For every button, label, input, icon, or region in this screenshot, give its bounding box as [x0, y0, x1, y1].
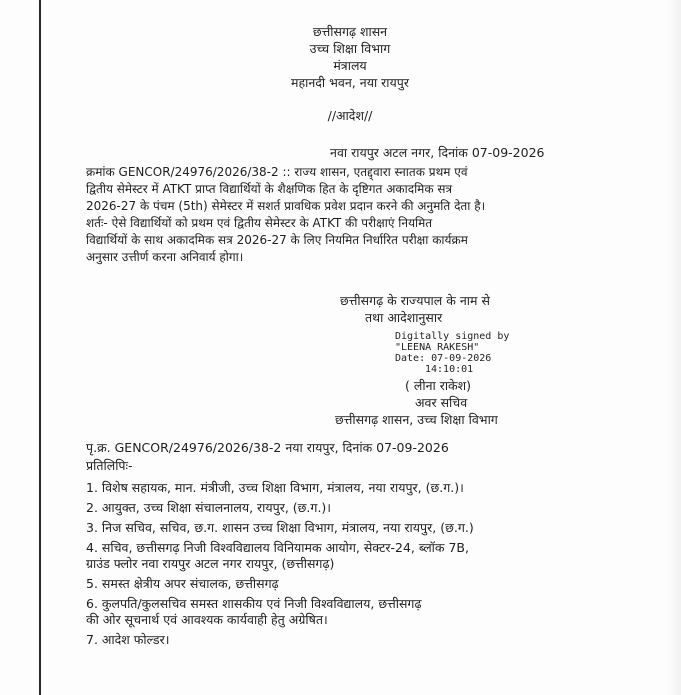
copy-item: 1. विशेष सहायक, मान. मंत्रीजी, उच्च शिक्षा विभाग, मंत्रालय, नया रायपुर, (छ.ग.)।: [86, 480, 464, 495]
governor-line-1: छत्तीसगढ़ के राज्यपाल के नाम से: [340, 293, 490, 308]
digital-signature-line-1: Digitally signed by: [395, 331, 510, 342]
copy-item-continued: ग्राउंड फ्लोर नवा रायपुर अटल नगर रायपुर, (छत्तीसगढ़): [86, 556, 335, 571]
body-line: विद्यार्थियों के साथ अकादमिक सत्र 2026-27 के लिए नियमित निर्धारित परीक्षा कार्यक्रम: [86, 233, 468, 247]
signatory-designation: अवर सचिव: [415, 395, 468, 410]
digital-signature-date: Date: 07-09-2026: [395, 353, 492, 364]
endorsement-number: पृ.क्र. GENCOR/24976/2026/38-2 नया रायपुर, दिनांक 07-09-2026: [86, 440, 449, 455]
copy-label: प्रतिलिपिः-: [86, 458, 133, 473]
copy-item: 5. समस्त क्षेत्रीय अपर संचालक, छत्तीसगढ़: [86, 576, 279, 591]
header-govt: छत्तीसगढ़ शासन: [312, 24, 388, 39]
copy-item: 7. आदेश फोल्डर।: [86, 632, 170, 647]
body-line: अनुसार उत्तीर्ण करना अनिवार्य होगा।: [86, 250, 244, 264]
body-line: 2026-27 के पंचम (5th) सेमेस्टर में सशर्त प्रावधिक प्रवेश प्रदान करने की अनुमति देता है।: [86, 199, 486, 213]
copy-item-continued: की ओर सूचनार्थ एवं आवश्यक कार्यवाही हेतु अग्रेषित।: [86, 612, 328, 627]
page-left-border: [39, 0, 41, 695]
digital-signature-time: 14:10:01: [425, 364, 474, 375]
copy-item: 3. निज सचिव, सचिव, छ.ग. शासन उच्च शिक्षा विभाग, मंत्रालय, नया रायपुर, (छ.ग.): [86, 520, 474, 535]
governor-line-2: तथा आदेशानुसार: [365, 310, 443, 325]
page-right-shadow: [663, 0, 681, 695]
copy-item: 2. आयुक्त, उच्च शिक्षा संचालनालय, रायपुर, (छ.ग.)।: [86, 500, 332, 515]
body-line: द्वितीय सेमेस्टर में ATKT प्राप्त विद्यार्थियों के शैक्षणिक हित के दृष्टिगत अकादमिक सत्र: [86, 182, 453, 196]
body-line: क्रमांक GENCOR/24976/2026/38-2 :: राज्य शासन, एतद्द्वारा स्नातक प्रथम एवं: [86, 165, 468, 179]
signatory-department: छत्तीसगढ़ शासन, उच्च शिक्षा विभाग: [335, 412, 498, 427]
copy-item: 4. सचिव, छत्तीसगढ़ निजी विश्वविद्यालय विनियामक आयोग, सेक्टर-24, ब्लॉक 7B,: [86, 540, 469, 555]
signatory-name: ( लीना राकेश): [405, 378, 472, 393]
order-title: //आदेश//: [327, 108, 373, 123]
digital-signature-name: "LEENA RAKESH": [395, 342, 480, 353]
copy-item: 6. कुलपति/कुलसचिव समस्त शासकीय एवं निजी विश्वविद्यालय, छत्तीसगढ़: [86, 596, 422, 611]
header-department: उच्च शिक्षा विभाग: [309, 41, 391, 56]
place-date: नवा रायपुर अटल नगर, दिनांक 07-09-2026: [330, 145, 545, 160]
header-address: महानदी भवन, नया रायपुर: [291, 75, 409, 90]
header-ministry: मंत्रालय: [333, 58, 367, 73]
body-line: शर्तः- ऐसे विद्यार्थियों को प्रथम एवं द्वितीय सेमेस्टर के ATKT की परीक्षाएं नियमित: [86, 216, 433, 230]
